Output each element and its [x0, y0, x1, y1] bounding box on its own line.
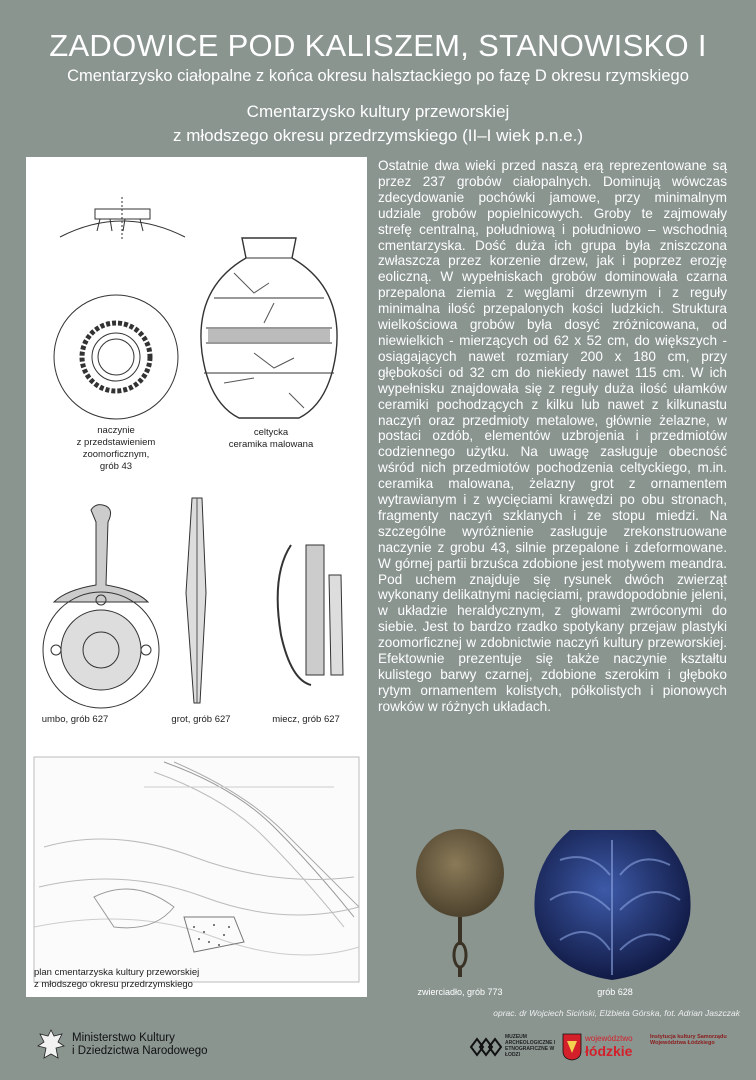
grot-caption: grot, grób 627	[171, 714, 231, 725]
vessel-caption-line: z przedstawieniem	[76, 437, 156, 448]
vessel-profile-drawing	[50, 197, 195, 242]
celtic-caption-line: celtycka	[253, 427, 289, 438]
celtic-caption-line: ceramika malowana	[228, 439, 314, 450]
vessel-caption-line: naczynie	[97, 425, 135, 436]
plan-caption	[34, 967, 214, 991]
plan-caption-line: z młodszego okresu przedrzymskiego	[34, 979, 193, 990]
region-top: województwo	[585, 1034, 633, 1043]
celtic-vase-drawing	[194, 233, 344, 423]
region-label	[585, 1034, 641, 1058]
museum-logo-text: MUZEUM ARCHEOLOGICZNE I ETNOGRAFICZNE W ŁODZI	[505, 1034, 556, 1058]
region-name: łódzkie	[585, 1043, 633, 1059]
page-title: ZADOWICE POD KALISZEM, STANOWISKO I	[49, 28, 707, 63]
sword-drawing	[251, 535, 351, 690]
page-subtitle: Cmentarzysko ciałopalne z końca okresu halsztackiego po fazę D okresu rzymskiego	[67, 67, 689, 85]
section-heading-line2: z młodszego okresu przedrzymskiego (II–I wiek p.n.e.)	[172, 126, 584, 145]
museum-logo-icon	[469, 1034, 503, 1060]
institution-logo-text: Instytucja kultury Samorządu Województwa Łódzkiego	[650, 1034, 727, 1046]
bronze-mirror-photo	[410, 825, 510, 985]
miecz-caption: miecz, grób 627	[272, 714, 340, 725]
vessel-top-view-drawing	[52, 293, 180, 421]
plan-caption-line: plan cmentarzyska kultury przeworskiej	[34, 967, 200, 978]
credits-line: oprac. dr Wojciech Siciński, Elżbieta Górska, fot. Adrian Jaszczak	[493, 1008, 740, 1018]
figures-panel	[26, 157, 367, 997]
body-text: Ostatnie dwa wieki przed naszą erą reprezentowane są przez 237 grobów ciałopalnych. Dominują wówczas zdecydowanie pochówki jamowe, przy minimalnym udziale grobów popielnicowych. Groby te zajmowały strefę centralną, południową i południowo – wschodnią cmentarzyska. Dość duża ich grupa była zniszczona zwłaszcza przez korzenie drzew, jak i poprzez erozję eoliczną. W wypełniskach grobów dominowała czarna przepalona ziemia z węglami drzewnym i z reguły minimalna ilość przepalonych kości ludzkich. Struktura wielkościowa grobów była dosyć zróżnicowana, od niewielkich - mierzących od 62 x 52 cm, do większych - osiągających nawet rozmiary 200 x 180 cm, przy głębokości od 32 cm do niekiedy nawet 115 cm. W ich wypełnisku znajdowała się z reguły duża ilość ułamków ceramiki pochodzących z kilku lub nawet z kilkunastu naczyń oraz przedmioty metalowe, głównie żelazne, w postaci ozdób, elementów uzbrojenia i przedmiotów codziennego użytku. Na uwagę zasługuje obecność wśród nich przedmiotów pochodzenia celtyckiego, m.in. ceramika malowana, żelazny grot z ornamentem wytrawianym i z wycięciami krawędzi po obu stronach, fragmenty naczyń szklanych i ze stopu miedzi. Na szczególne wyróżnienie zasługuje zrekonstruowane naczynie z grobu 43, silnie przepalone i zdeformowane. W górnej partii brzuśca zdobione jest motywem meandra. Pod uchem znajduje się rysunek dwóch zwierząt wykonany delikatnymi nacięciami, prawdopodobnie jeleni, w układzie heraldycznym, z głowami zwróconymi do siebie. Jest to bardzo rzadko spotykany przejaw plastyki zoomorficznej w zdobnictwie naczyń kultury przeworskiej. Efektownie prezentuje się także naczynie kształtu kulistego barwy czarnej, zdobione szerokim i głęboko rytym ornamentem kolistych, półkolistych i pionowych rowków w różnych układach.	[378, 158, 727, 714]
region-crest-icon	[562, 1033, 582, 1061]
section-heading	[0, 100, 756, 148]
ministry-line: Ministerstwo Kultury	[72, 1032, 175, 1044]
pot-caption: grób 628	[597, 987, 633, 997]
cemetery-plan-map	[34, 757, 359, 982]
ministry-line: i Dziedzictwa Narodowego	[72, 1045, 208, 1057]
vessel-caption-line: grób 43	[99, 461, 133, 472]
section-heading-line1: Cmentarzysko kultury przeworskiej	[246, 102, 510, 121]
umbo-caption: umbo, grób 627	[41, 714, 109, 725]
umbo-drawing	[36, 500, 166, 690]
eagle-emblem-icon	[36, 1028, 66, 1064]
black-pot-photo	[530, 820, 695, 985]
vessel-caption-line: zoomorficznym,	[82, 449, 150, 460]
ministry-label	[72, 1032, 208, 1058]
mirror-caption: zwierciadło, grób 773	[417, 987, 503, 997]
vessel-caption	[56, 425, 176, 473]
spearhead-drawing	[176, 493, 216, 713]
celtic-caption	[216, 427, 326, 451]
